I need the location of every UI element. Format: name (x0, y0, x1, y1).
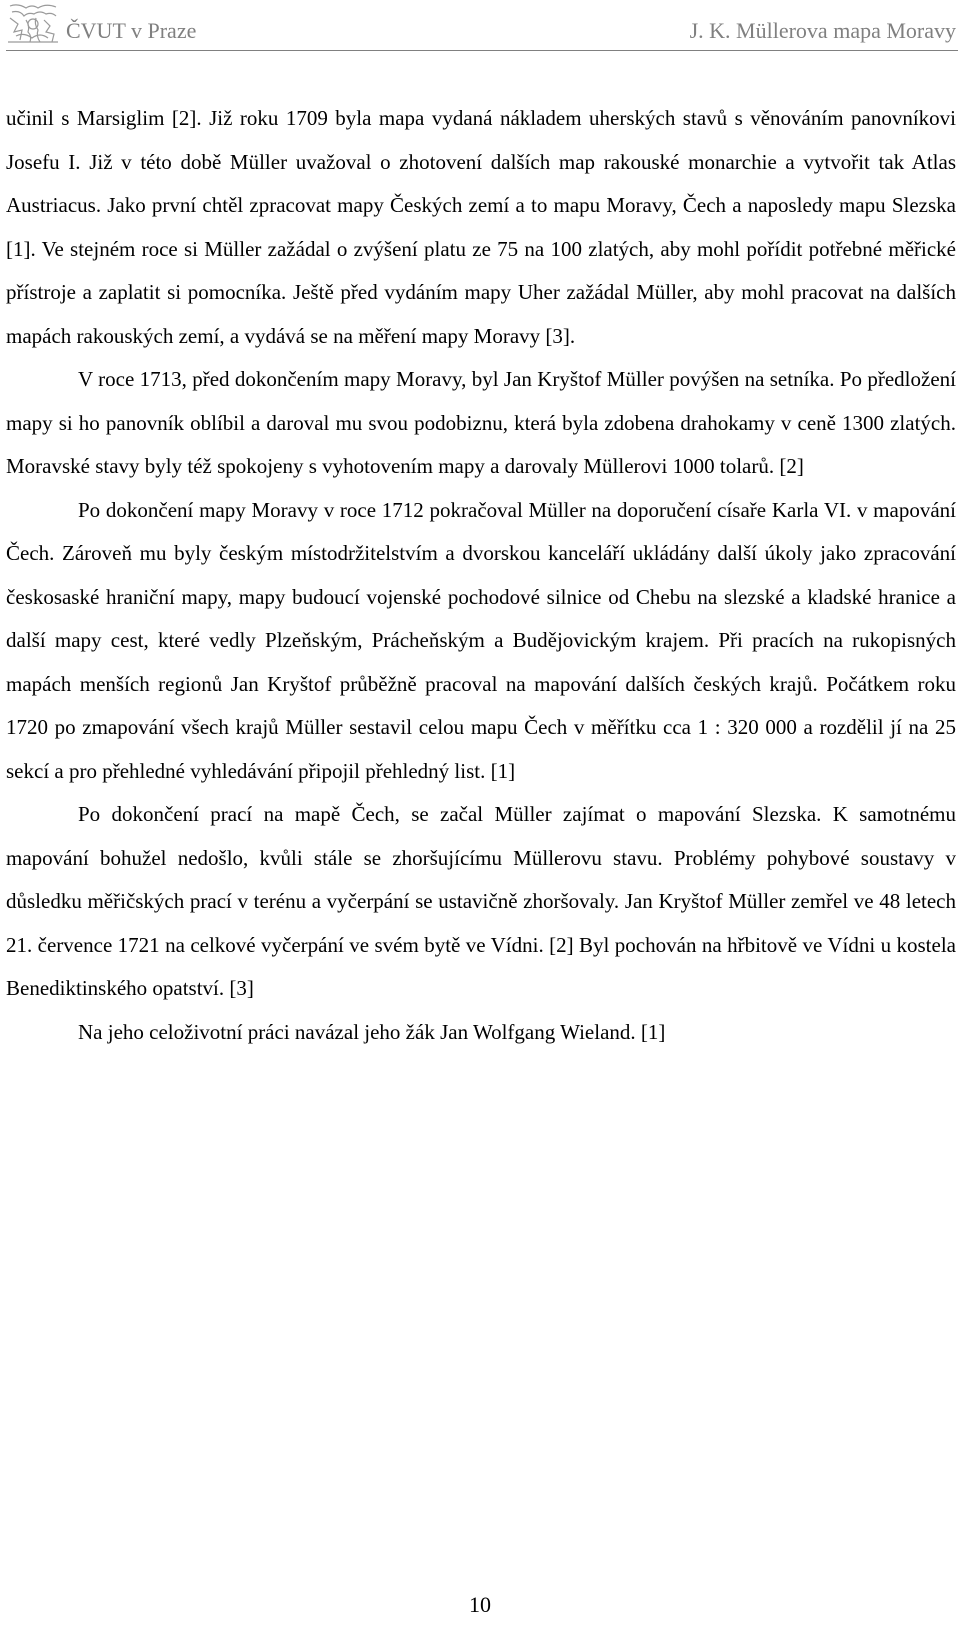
header-institution: ČVUT v Praze (66, 18, 197, 43)
body-text (6, 97, 956, 1054)
paragraph: Po dokončení prací na mapě Čech, se začal Müller zajímat o mapování Slezska. K samotnému mapování bohužel nedošlo, kvůli stále se zhoršujícímu Müllerovu stavu. Problémy pohybové soustavy v důsledku měřičských prací v terénu a vyčerpání se ustavičně zhoršovaly. Jan Kryštof Müller zemřel ve 48 letech 21. července 1721 na celkové vyčerpání ve svém bytě ve Vídni. [2] Byl pochován na hřbitově ve Vídni u kostela Benediktinského opatství. [3] (6, 802, 956, 1000)
header-divider (6, 50, 958, 51)
paragraph: Na jeho celoživotní práci navázal jeho žák Jan Wolfgang Wieland. [1] (78, 1019, 666, 1044)
page-header (0, 0, 960, 60)
paragraph: Po dokončení mapy Moravy v roce 1712 pokračoval Müller na doporučení císaře Karla VI. v mapování Čech. Zároveň mu byly českým místodržitelstvím a dvorskou kanceláří ukládány další úkoly jako zpracování českosaské hraniční mapy, mapy budoucí vojenské pochodové silnice od Chebu na slezské a kladské hranice a další mapy cest, které vedly Plzeňským, Prácheňským a Budějovickým krajem. Při pracích na rukopisných mapách menších regionů Jan Kryštof průběžně pracoval na mapování dalších českých krajů. Počátkem roku 1720 po zmapování všech krajů Müller sestavil celou mapu Čech v měřítku cca 1 : 320 000 a rozdělil jí na 25 sekcí a pro přehledné vyhledávání připojil přehledný list. [1] (6, 497, 956, 783)
university-crest-icon (6, 2, 60, 44)
page-number: 10 (469, 1592, 491, 1617)
paragraph: V roce 1713, před dokončením mapy Moravy, byl Jan Kryštof Müller povýšen na setníka. Po předložení mapy si ho panovník oblíbil a daroval mu svou podobiznu, která byla zdobena drahokamy v ceně 1300 zlatých. Moravské stavy byly též spokojeny s vyhotovením mapy a darovaly Müllerovi 1000 tolarů. [2] (6, 367, 956, 478)
paragraph: učinil s Marsiglim [2]. Již roku 1709 byla mapa vydaná nákladem uherských stavů s věnováním panovníkovi Josefu I. Již v této době Müller uvažoval o zhotovení dalších map rakouské monarchie a vytvořit tak Atlas Austriacus. Jako první chtěl zpracovat mapy Českých zemí a to mapu Moravy, Čech a naposledy mapu Slezska [1]. Ve stejném roce si Müller zažádal o zvýšení platu ze 75 na 100 zlatých, aby mohl pořídit potřebné měřické přístroje a zaplatit si pomocníka. Ještě před vydáním mapy Uher zažádal Müller, aby mohl pracovat na dalších mapách rakouských zemí, a vydává se na měření mapy Moravy [3]. (6, 106, 956, 348)
header-document-title: J. K. Müllerova mapa Moravy (689, 18, 956, 43)
